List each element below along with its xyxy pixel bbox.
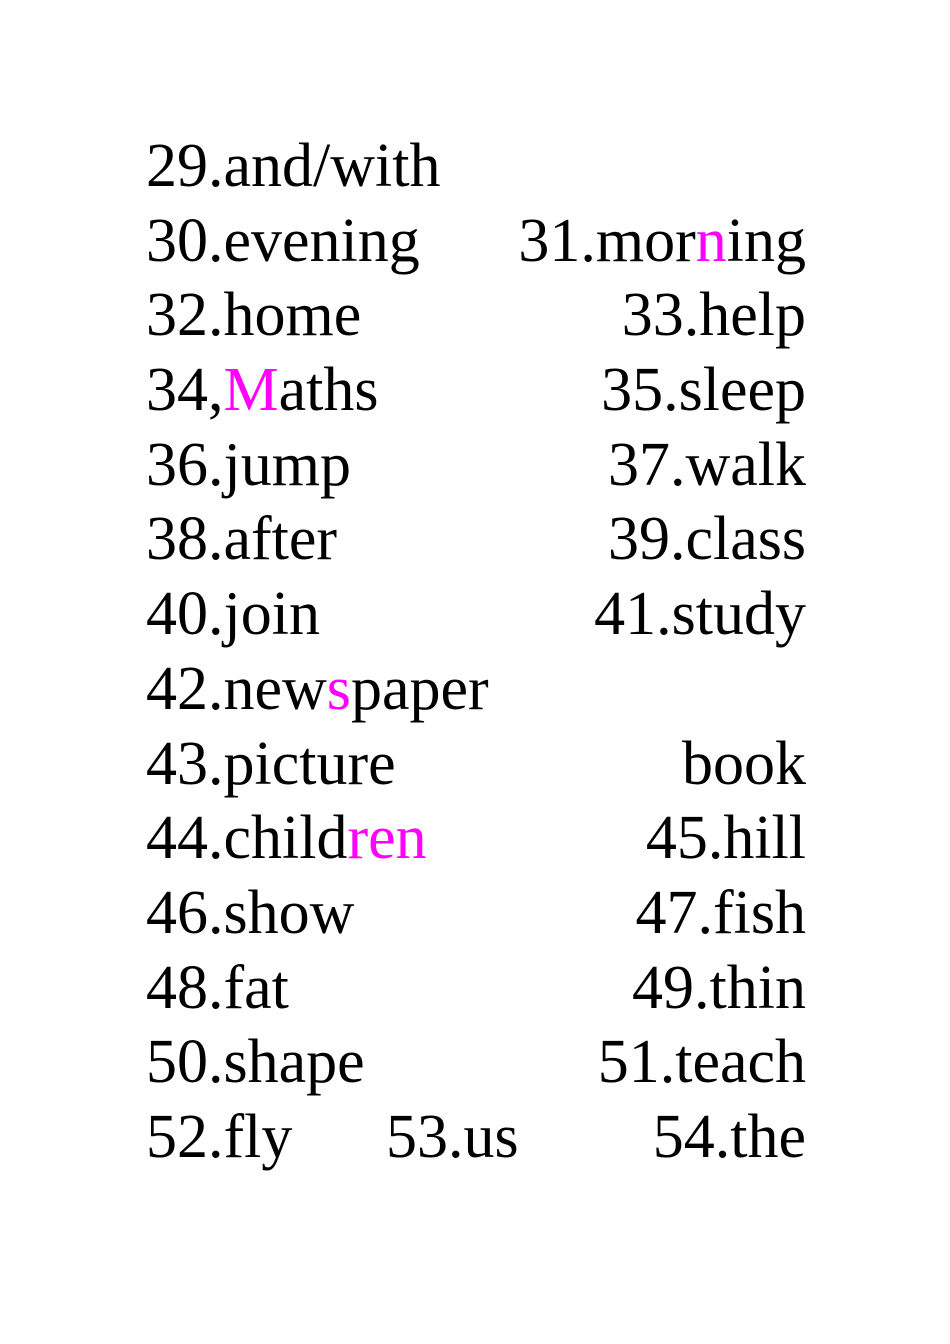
answer-row	[146, 1025, 806, 1100]
answer-right	[598, 1025, 806, 1100]
answer-row	[146, 204, 806, 279]
answer-text: 43.picture	[146, 729, 396, 798]
answer-left	[146, 727, 396, 802]
highlighted-letters: ren	[347, 804, 427, 873]
answer-left	[146, 1100, 292, 1175]
answer-right	[608, 502, 806, 577]
highlighted-letters: M	[223, 356, 279, 425]
answer-text: 47.fish	[635, 878, 806, 947]
answer-text: 35.sleep	[601, 356, 806, 425]
answer-right	[682, 727, 806, 802]
answer-text: 33.help	[621, 281, 806, 350]
answer-left	[146, 204, 420, 279]
answer-text: 50.shape	[146, 1028, 365, 1097]
answer-left	[146, 129, 440, 204]
answer-right	[636, 876, 807, 951]
answer-text: ing	[726, 206, 806, 275]
answer-left	[146, 502, 337, 577]
answer-text: book	[682, 729, 806, 798]
answer-text: 42.new	[146, 654, 327, 723]
answer-right	[601, 353, 806, 428]
answer-row	[146, 428, 806, 503]
answer-text: paper	[350, 654, 489, 723]
answer-left	[146, 428, 351, 503]
answer-text: 29.and/with	[146, 132, 441, 200]
answer-row	[146, 652, 806, 727]
answer-row	[146, 951, 806, 1026]
answer-right	[622, 278, 806, 353]
answer-text: 31.mor	[518, 206, 696, 275]
answer-left	[146, 577, 320, 652]
answer-left	[146, 1025, 365, 1100]
answer-text: 40.join	[146, 580, 320, 649]
answer-text: 53.us	[386, 1102, 519, 1171]
answer-text: 52.fly	[146, 1102, 293, 1171]
vocabulary-answer-list	[146, 129, 806, 1175]
answer-right	[594, 577, 806, 652]
answer-right	[653, 1100, 806, 1175]
answer-left	[146, 876, 354, 951]
answer-text: 39.class	[607, 505, 806, 574]
highlighted-letters: n	[695, 206, 727, 275]
answer-row	[146, 353, 806, 428]
answer-text: 48.fat	[146, 953, 289, 1022]
answer-text: 32.home	[146, 281, 362, 350]
answer-row	[146, 1100, 806, 1175]
answer-right	[518, 204, 806, 279]
answer-left	[146, 801, 427, 876]
answer-text: 51.teach	[597, 1028, 806, 1097]
highlighted-letters: s	[326, 654, 351, 723]
answer-row	[146, 278, 806, 353]
answer-text: 34,	[146, 356, 224, 425]
answer-text: 36.jump	[146, 430, 351, 499]
answer-text: 44.child	[146, 804, 348, 873]
answer-row	[146, 577, 806, 652]
answer-text: aths	[278, 356, 379, 425]
answer-text: 49.thin	[632, 953, 806, 1022]
answer-text: 54.the	[652, 1102, 806, 1171]
answer-row	[146, 876, 806, 951]
answer-right	[646, 801, 806, 876]
answer-middle	[386, 1100, 519, 1175]
answer-row	[146, 129, 806, 204]
answer-text: 38.after	[146, 505, 338, 574]
answer-left	[146, 278, 361, 353]
answer-left	[146, 652, 489, 727]
answer-row	[146, 801, 806, 876]
answer-text: 41.study	[594, 580, 806, 649]
answer-left	[146, 951, 289, 1026]
answer-right	[608, 428, 806, 503]
answer-row	[146, 502, 806, 577]
answer-text: 46.show	[146, 878, 355, 947]
answer-text: 30.evening	[146, 206, 420, 275]
answer-text: 37.walk	[607, 430, 806, 499]
answer-left	[146, 353, 379, 428]
answer-text: 45.hill	[645, 804, 806, 873]
answer-row	[146, 727, 806, 802]
answer-right	[632, 951, 806, 1026]
